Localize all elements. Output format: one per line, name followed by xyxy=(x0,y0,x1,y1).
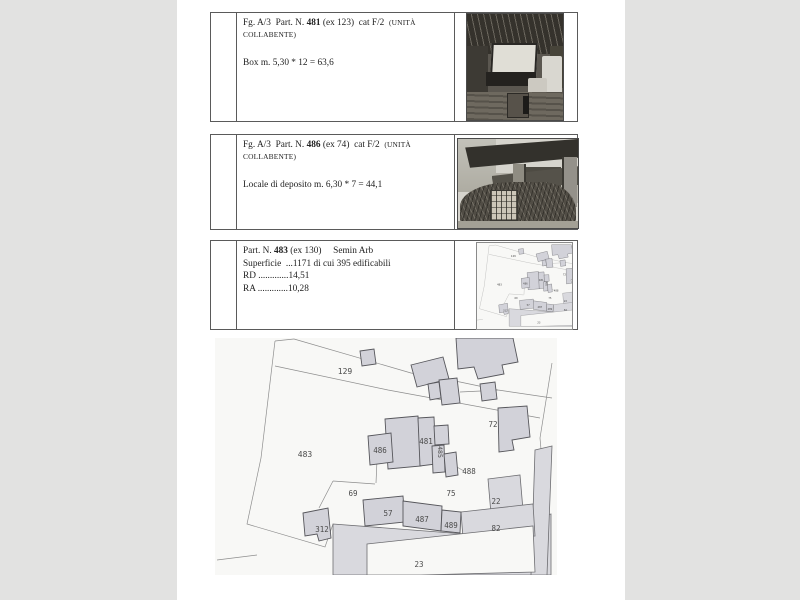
building-481-annex xyxy=(544,275,549,282)
wooden-pallet xyxy=(490,190,517,220)
record-481-measurement: Box m. 5,30 * 12 = 63,6 xyxy=(243,58,334,68)
map-label-488: 488 xyxy=(462,467,476,476)
building-small-c xyxy=(560,260,566,267)
ex-parcel: (ex 123) xyxy=(322,18,355,28)
map-label-129: 129 xyxy=(337,367,353,376)
map-label-488: 488 xyxy=(553,289,559,293)
building-488 xyxy=(547,284,552,293)
ex-parcel: (ex 74) xyxy=(322,140,350,150)
map-label-129: 129 xyxy=(510,254,516,259)
category: cat F/2 xyxy=(358,18,385,28)
cadastral-map-panel xyxy=(215,338,557,575)
ground-strip xyxy=(458,221,578,228)
record-483-header xyxy=(243,245,449,258)
land-quality: Semin Arb xyxy=(333,246,374,256)
map-label-481: 481 xyxy=(538,279,544,283)
rd-line: RD .............14,51 xyxy=(243,271,310,281)
building-481-annex xyxy=(434,425,449,445)
barn-left-wall xyxy=(467,46,488,94)
map-label-483: 483 xyxy=(297,450,313,459)
record-481-text xyxy=(237,13,451,121)
map-label-486: 486 xyxy=(523,282,528,286)
map-label-82: 82 xyxy=(491,524,501,533)
parcel-number: 483 xyxy=(274,246,288,256)
building-small-b xyxy=(546,258,553,267)
map-label-487: 487 xyxy=(415,515,429,524)
building-small-top xyxy=(360,349,376,366)
building-top-right xyxy=(456,338,518,379)
building-small-c xyxy=(480,382,497,401)
record-486-measurement: Locale di deposito m. 6,30 * 7 = 44,1 xyxy=(243,180,383,190)
foglio-label: Fg. A/3 xyxy=(243,18,271,28)
map-label-485: 485 xyxy=(436,446,444,458)
record-483-text xyxy=(237,241,451,329)
part-label: Part. N. xyxy=(275,140,305,150)
parcel-number: 481 xyxy=(306,18,321,28)
map-label-483: 483 xyxy=(496,282,502,287)
record-486-header xyxy=(243,139,449,163)
map-label-489: 489 xyxy=(547,308,553,312)
record-483-margin-cell xyxy=(211,241,237,329)
parcel-map-thumbnail xyxy=(476,242,573,330)
building-small-top xyxy=(518,249,524,255)
map-label-312: 312 xyxy=(502,309,508,313)
record-box-483 xyxy=(210,240,578,330)
bottom-left-line xyxy=(217,555,257,560)
map-label-486: 486 xyxy=(373,446,387,455)
part-label: Part. N. xyxy=(243,246,272,256)
ra-line: RA .............10,28 xyxy=(243,283,309,294)
map-label-485: 485 xyxy=(544,281,548,286)
boundary-segment xyxy=(275,339,294,341)
unit-status: (UNITÀ COLLABENTE) xyxy=(243,18,416,39)
record-481-margin-cell xyxy=(211,13,237,121)
brushwood-pile xyxy=(460,182,575,223)
barn-dark-object xyxy=(523,96,530,114)
map-label-57: 57 xyxy=(383,509,393,518)
cadastral-map-thumb xyxy=(477,243,572,329)
map-label-489: 489 xyxy=(444,521,458,530)
record-483-cell-divider xyxy=(454,241,455,329)
building-312 xyxy=(499,303,509,314)
record-box-481 xyxy=(210,12,578,122)
map-label-312: 312 xyxy=(315,525,329,534)
unit-status: (UNITÀ COLLABENTE) xyxy=(243,140,411,161)
part-label: Part. N. xyxy=(275,18,305,28)
map-label-22: 22 xyxy=(491,497,501,506)
barn-opening xyxy=(490,43,538,76)
woodpile-building-photo xyxy=(457,138,579,229)
map-label-23: 23 xyxy=(537,321,541,325)
superficie-label: Superficie xyxy=(243,258,282,269)
bottom-left-line xyxy=(477,319,483,321)
record-481-header xyxy=(243,17,449,41)
map-label-82: 82 xyxy=(563,309,567,313)
map-label-69: 69 xyxy=(514,297,518,301)
superficie-edificabile: di cui 395 edificabili xyxy=(313,258,391,269)
map-label-481: 481 xyxy=(419,437,433,446)
building-top-right xyxy=(552,245,572,259)
parcel-number: 486 xyxy=(306,140,321,150)
category: cat F/2 xyxy=(354,140,380,150)
map-label-57: 57 xyxy=(526,303,530,307)
record-486-text xyxy=(237,135,451,229)
building-small-b xyxy=(439,378,460,405)
record-486-cell-divider xyxy=(454,135,455,229)
record-box-486 xyxy=(210,134,578,230)
map-label-22: 22 xyxy=(563,299,567,303)
superficie-value: ...1171 xyxy=(285,258,312,269)
boundary-segment xyxy=(489,245,496,246)
barn-interior-photo xyxy=(466,13,564,121)
record-486-margin-cell xyxy=(211,135,237,229)
foglio-label: Fg. A/3 xyxy=(243,140,271,150)
map-label-23: 23 xyxy=(414,560,424,569)
ex-parcel: (ex 130) xyxy=(290,246,322,256)
record-481-cell-divider xyxy=(454,13,455,121)
map-label-69: 69 xyxy=(348,489,358,498)
map-label-75: 75 xyxy=(548,297,552,301)
building-small-a xyxy=(428,382,441,400)
map-label-72: 72 xyxy=(562,273,566,277)
document-page xyxy=(177,0,625,600)
building-small-a xyxy=(542,260,546,266)
map-label-75: 75 xyxy=(446,489,456,498)
map-label-487: 487 xyxy=(537,306,543,310)
building-488 xyxy=(444,452,458,477)
building-parcel-72 xyxy=(498,406,530,452)
cadastral-map xyxy=(215,338,557,575)
superficie-line xyxy=(243,258,449,271)
map-label-72: 72 xyxy=(488,420,498,429)
building-parcel-72 xyxy=(566,268,572,284)
